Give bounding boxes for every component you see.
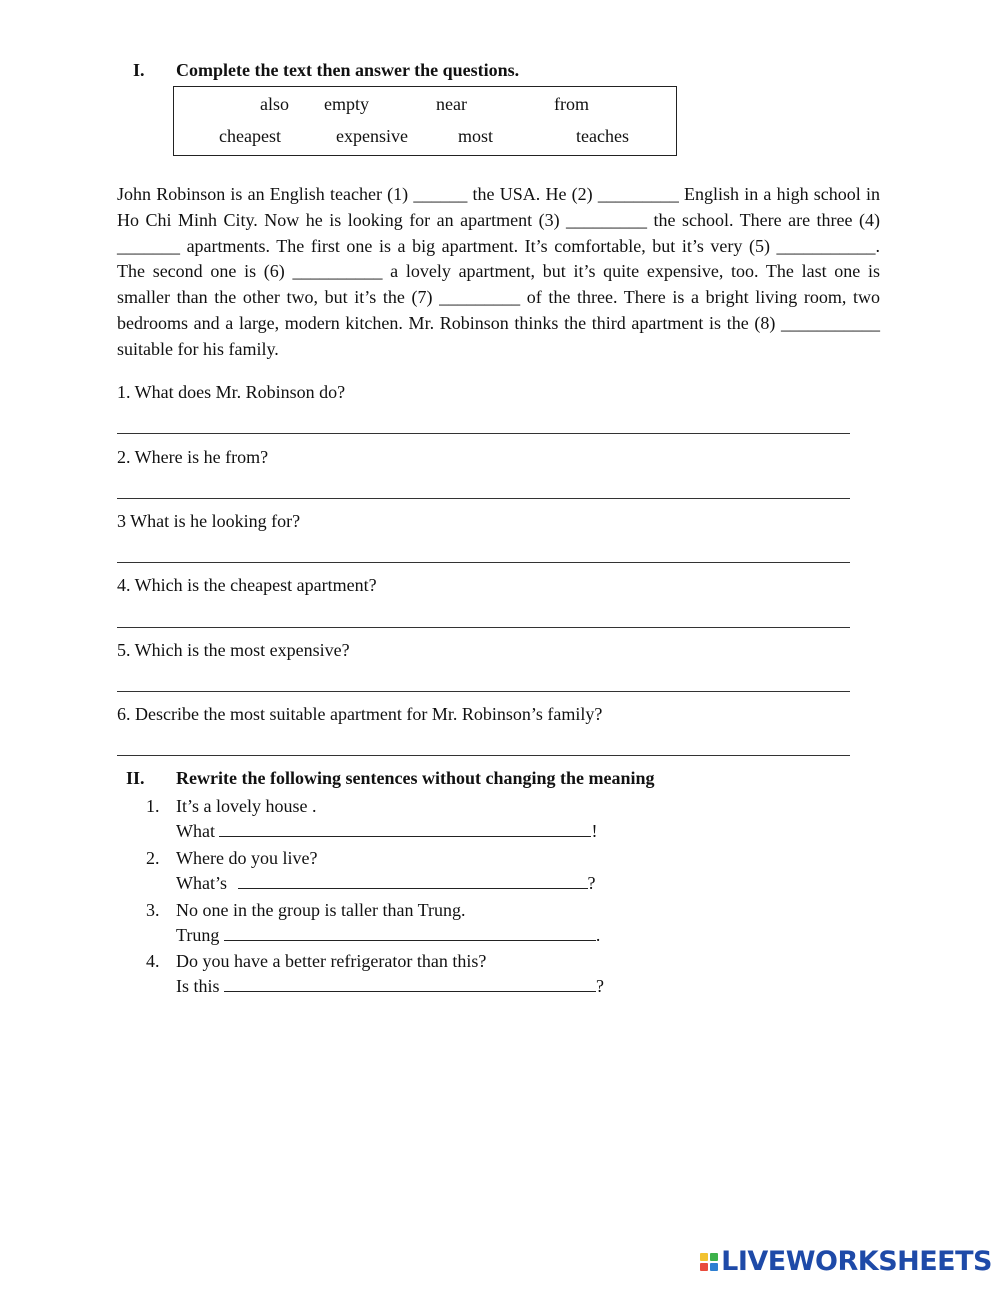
answer-line-3[interactable] — [117, 562, 850, 563]
item-number: 2. — [146, 848, 160, 868]
rewrite-sentence: Do you have a better refrigerator than this? — [176, 951, 487, 971]
rewrite-end-mark: ? — [587, 873, 596, 893]
answer-line-5[interactable] — [117, 691, 850, 692]
answer-line-4[interactable] — [117, 627, 850, 628]
rewrite-sentence: It’s a lovely house . — [176, 796, 317, 816]
word-bank — [173, 86, 677, 156]
word-bank-item: teaches — [576, 126, 629, 146]
answer-line-1[interactable] — [117, 433, 850, 434]
word-bank-item: expensive — [336, 126, 408, 146]
logo-mark-tile — [710, 1253, 718, 1261]
reading-passage: John Robinson is an English teacher (1) ______ the USA. He (2) _________ English in a high school in Ho Chi Minh City. Now he is looking for an apartment (3) _________ the school. There are three (4) _______ apartments. The first one is a big apartment. It’s comfortable, but it’s very (5) ___________. The second one is (6) __________ a lovely apartment, but it’s quite expensive, too. The last one is smaller than the other two, but it’s the (7) _________ of the three. There is a bright living room, two bedrooms and a large, modern kitchen. Mr. Robinson thinks the third apartment is the (8) ___________ suitable for his family. — [117, 184, 880, 359]
item-number: 3. — [146, 900, 160, 920]
section-2-title: Rewrite the following sentences without changing the meaning — [176, 768, 655, 788]
logo-mark-tile — [710, 1263, 718, 1271]
word-bank-item: also — [260, 94, 289, 114]
question-1: 1. What does Mr. Robinson do? — [117, 382, 346, 402]
rewrite-prompt: What’s — [176, 873, 227, 893]
section-1-number: I. — [133, 60, 145, 80]
word-bank-item: cheapest — [219, 126, 281, 146]
item-number: 4. — [146, 951, 160, 971]
rewrite-answer-line[interactable] — [238, 874, 588, 889]
logo-text: LIVEWORKSHEETS — [721, 1246, 992, 1277]
rewrite-end-mark: ! — [591, 821, 598, 841]
answer-line-6[interactable] — [117, 755, 850, 756]
rewrite-sentence: No one in the group is taller than Trung. — [176, 900, 466, 920]
word-bank-item: empty — [324, 94, 369, 114]
rewrite-end-mark: . — [595, 925, 601, 945]
rewrite-prompt: What — [176, 821, 215, 841]
question-3: 3 What is he looking for? — [117, 511, 301, 531]
section-1-title: Complete the text then answer the questions. — [176, 60, 520, 80]
logo-mark-tile — [700, 1263, 708, 1271]
question-2: 2. Where is he from? — [117, 447, 269, 467]
section-2-number: II. — [126, 768, 145, 788]
logo-mark-icon — [700, 1253, 718, 1271]
word-bank-item: from — [554, 94, 589, 114]
question-5: 5. Which is the most expensive? — [117, 640, 350, 660]
answer-line-2[interactable] — [117, 498, 850, 499]
section-1-heading — [133, 60, 519, 81]
rewrite-end-mark: ? — [596, 976, 605, 996]
rewrite-prompt: Is this — [176, 976, 220, 996]
rewrite-sentence: Where do you live? — [176, 848, 318, 868]
rewrite-answer-line[interactable] — [224, 977, 596, 992]
word-bank-item: most — [458, 126, 494, 146]
question-6: 6. Describe the most suitable apartment for Mr. Robinson’s family? — [117, 704, 603, 724]
word-bank-item: near — [436, 94, 467, 114]
rewrite-answer-line[interactable] — [224, 926, 596, 941]
item-number: 1. — [146, 796, 160, 816]
rewrite-prompt: Trung — [176, 925, 220, 945]
question-4: 4. Which is the cheapest apartment? — [117, 575, 377, 595]
section-2-heading — [126, 768, 654, 789]
logo-mark-tile — [700, 1253, 708, 1261]
rewrite-answer-line[interactable] — [219, 822, 591, 837]
liveworksheets-logo[interactable] — [700, 1246, 992, 1277]
